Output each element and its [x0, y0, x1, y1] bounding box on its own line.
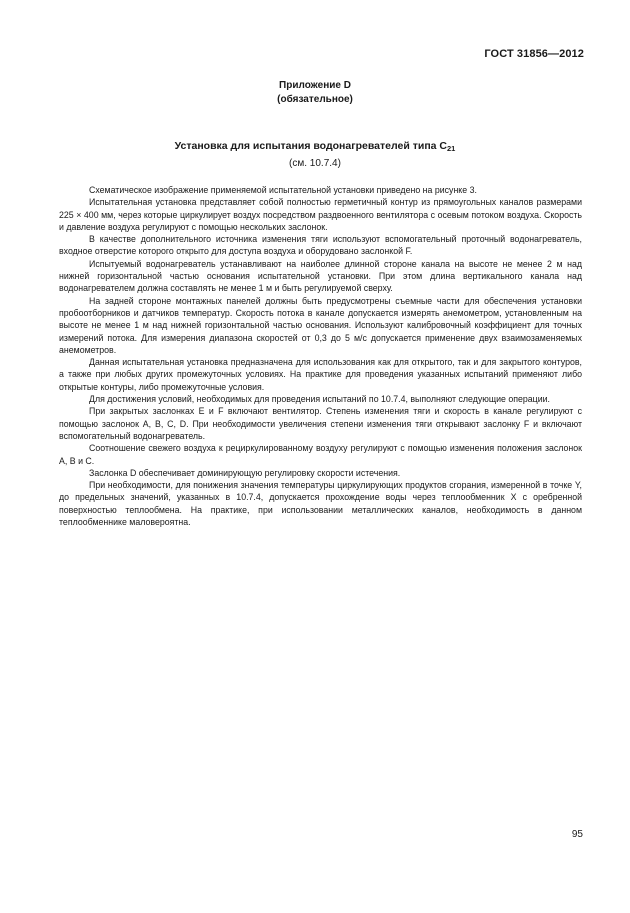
paragraph: Испытуемый водонагреватель устанавливают на наиболее длинной стороне канала на высоте не менее 2 м над нижней горизонтальной частью основания испытательной установки. При этом длина вертикального канала над водонагревателем должна составлять не менее 1 м и быть регулируемой сверху.: [59, 258, 582, 294]
document-code: ГОСТ 31856—2012: [484, 48, 584, 60]
paragraph: В качестве дополнительного источника изменения тяги используют вспомогательный проточный водонагреватель, входное отверстие которого открыто для доступа воздуха и оборудовано заслонкой F.: [59, 234, 582, 257]
section-reference: (см. 10.7.4): [289, 158, 341, 169]
appendix-status: (обязательное): [277, 94, 353, 105]
paragraph: При закрытых заслонках E и F включают вентилятор. Степень изменения тяги и скорость в канале регулируют с помощью заслонок A, B, C, D. При необходимости увеличения степени изменения тяги открывают заслонку F и включают вспомогательный водонагреватель.: [59, 406, 582, 441]
paragraph: Для достижения условий, необходимых для проведения испытаний по 10.7.4, выполняют следующие операции.: [89, 394, 550, 405]
paragraph: Данная испытательная установка предназначена для использования как для открытого, так и для закрытого контуров, а также при любых других промежуточных условиях. На практике для проведения указанных испытаний применяют либо открытые контуры, либо промежуточные условия.: [59, 357, 582, 392]
appendix-heading: [0, 79, 630, 107]
section-title-text: Установка для испытания водонагревателей типа C: [174, 140, 447, 152]
paragraph: Испытательная установка представляет собой полностью герметичный контур из прямоугольных каналов размерами 225 × 400 мм, через которые циркулирует воздух посредством раздвоенного вентилятора с осевым потоком воздуха. Скорость и давление воздуха регулируют с помощью нескольких заслонок.: [59, 197, 582, 232]
section-title-subscript: 21: [447, 144, 456, 153]
section-title: [0, 140, 630, 153]
paragraph: При необходимости, для понижения значения температуры циркулирующих продуктов сгорания, измеренной в точке Y, до предельных значений, указанных в 10.7.4, допускается прохождение воды через теплообменник X с оребренной поверхностью теплообмена. На практике, при использовании металлических каналов, необходимость в данном теплообменнике маловероятна.: [59, 480, 582, 528]
page-number: 95: [571, 829, 583, 840]
paragraph: Заслонка D обеспечивает доминирующую регулировку скорости истечения.: [89, 467, 401, 478]
appendix-label: Приложение D: [279, 80, 351, 91]
body-text: [59, 184, 582, 528]
paragraph: Схематическое изображение применяемой испытательной установки приведено на рисунке 3.: [89, 185, 477, 195]
paragraph: На задней стороне монтажных панелей должны быть предусмотрены съемные части для обеспечения установки пробоотборников и датчиков температур. Скорость потока в канале допускается измерять анемометром, установленным на высоте не менее 1 м над нижней горизонтальной частью основания. Используют калибровочный коэффициент для точных измерений потока. Для измерения диапазона скоростей от 0,3 до 5 м/с допускается применение двух взаимозаменяемых анемометров.: [59, 295, 582, 355]
paragraph: Соотношение свежего воздуха к рециркулированному воздуху регулируют с помощью изменения положения заслонок A, B и C.: [59, 443, 582, 466]
